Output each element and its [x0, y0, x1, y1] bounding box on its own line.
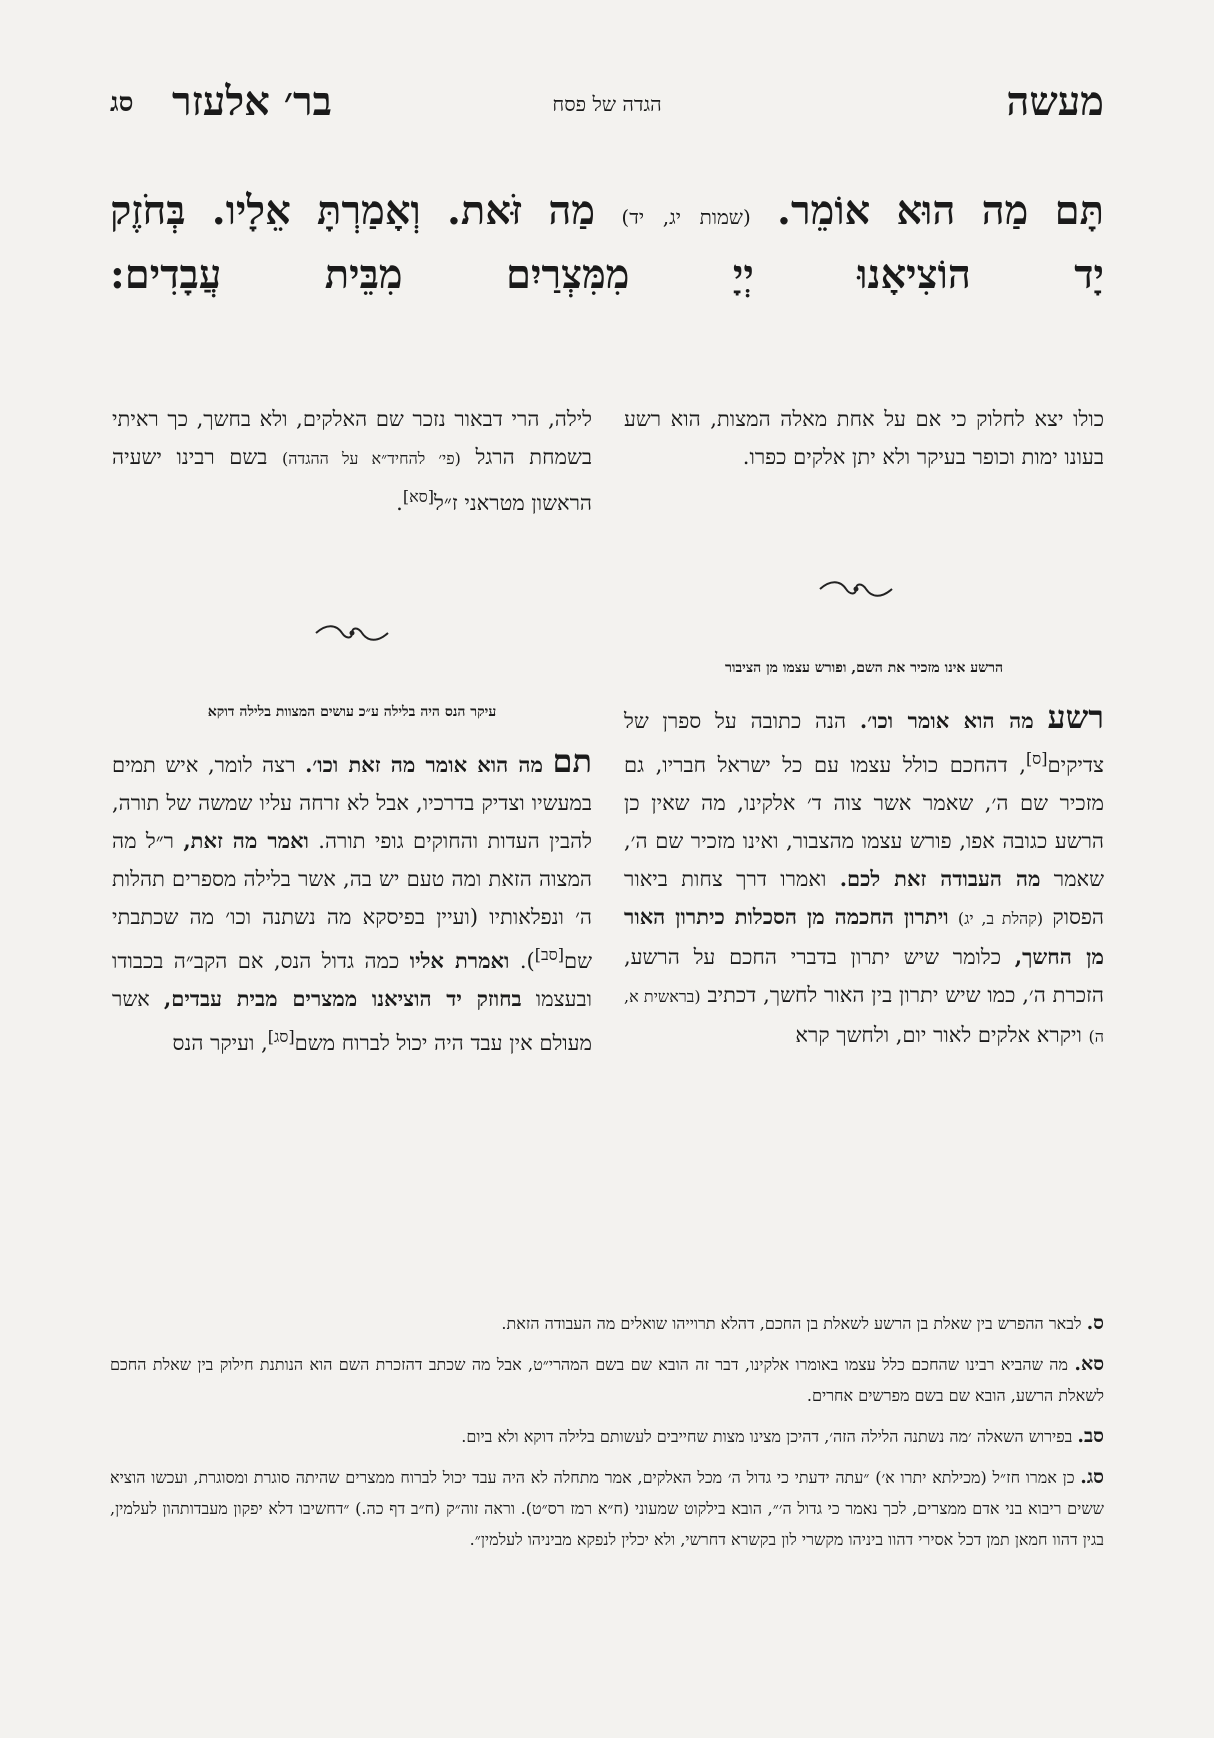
left-body-4: ר״ל מה המצוה הזאת ומה טעם יש בה, אשר בלילה מספרים תהלות ה׳ ונפלאותיו (ועיין בפיסקא מה נשתנה וכו׳ מה שכתבתי שם [112, 829, 592, 973]
right-body-7: ויתרון החכמה מן הסכלות כיתרון האור מן החשך, [624, 904, 1104, 969]
footnote-text: כן אמרו חז״ל (מכילתא יתרו א׳) ״עתה ידעתי כי גדול ה׳ מכל האלקים, אמר מתחלה לא היה עבד יכול לברוח ממצרים שהיתה סוגרת ומסוגרת, ועכשו הוציא ששים ריבוא בני אדם ממצרים, לכך נאמר כי גדול ה׳״, הובא בילקוט שמעוני (ח״א רמז רס״ט). וראה זוה״ק (ח״ב דף כה.) ״דחשיבו דלא יפקון מעבדותהון לעלמין, בגין דהוו חמאן תמן דכל אסירי דהוו ביניהו מקשרי לון בקשרא דחרשי, ולא יכלין לנפקא מביניהו לעלמין״. [110, 1468, 1104, 1549]
footnote-number: ס. [1086, 1312, 1104, 1334]
left-body-9: אשר מעולם אין עבד היה יכול לברוח משם [112, 987, 592, 1055]
ornament-divider [816, 578, 896, 600]
right-body-9: (בראשית א, ה) [624, 987, 1104, 1046]
footnote-number: סג. [1080, 1466, 1104, 1488]
pasuk-text [110, 182, 1104, 304]
right-lead-word: רשע [1047, 698, 1104, 736]
right-body-8: כלומר שיש יתרון בדברי החכם על הרשע, הזכרת ה׳, כמו שיש יתרון בין האור לחשך, דכתיב [624, 945, 1104, 1007]
footnote-ref-s[interactable]: [ס] [1025, 749, 1048, 768]
left-column-body [112, 742, 592, 1062]
left-top-text: לילה, הרי דבאור נזכר שם האלקים, ולא בחשך, כך ראיתי בשמחת הרגל (פי׳ להחיד״א על ההגדה) בשם רבינו ישעיה הראשון מטראני ז״ל[סא]. [112, 407, 592, 515]
left-lead-word: תם [552, 742, 592, 780]
left-top-1: לילה, הרי דבאור נזכר שם האלקים, ולא בחשך, כך ראיתי בשמחת הרגל [112, 407, 592, 469]
header-tractate: מעשה [1006, 78, 1104, 125]
header-section: בר׳ אלעזר [172, 78, 332, 125]
footnote-text: לבאר ההפרש בין שאלת בן הרשע לשאלת בן החכם, דהלא תרוייהו שואלים מה העבודה הזאת. [501, 1314, 1082, 1333]
left-top-src: (פי׳ להחיד״א על ההגדה) [282, 449, 461, 468]
pasuk-line-1-b: מַה זֹּאת. וְאָמַרְתָּ אֵלָיו. בְּחֹזֶק [110, 187, 596, 234]
running-header [110, 78, 1104, 138]
right-body-6: (קהלת ב, יג) [957, 909, 1044, 928]
left-body [112, 742, 592, 1062]
left-body-10: , ועיקר הנס [172, 1031, 268, 1055]
footnote-ref-sb[interactable]: [סב] [534, 945, 564, 964]
pasuk-line-2: יָד הוֹצִיאָנוּ יְיָ מִמִּצְרַיִם מִבֵּית עֲבָדִים: [110, 251, 1104, 298]
right-column-body [624, 698, 1104, 1056]
right-body-2: הנה כתובה על ספרן של צדיקים [624, 709, 1104, 777]
footnote [110, 1462, 1104, 1555]
right-body-10: ויקרא אלקים לאור יום, ולחשך קרא [795, 1023, 1082, 1047]
right-body [624, 698, 1104, 1056]
footnote-number: סב. [1077, 1425, 1104, 1447]
right-body-1: מה הוא אומר וכו׳. [859, 708, 1034, 733]
footnote-text: מה שהביא רבינו שהחכם כלל עצמו באומרו אלקינו, דבר זה הובא שם בשם המהרי״ט, אבל מה שכתב דהזכרת השם הוא הנותנת חילוק בין שאלת החכם לשאלת הרשע, הובא שם בשם מפרשים אחרים. [110, 1355, 1104, 1405]
left-body-5: ). [519, 949, 535, 973]
footnote [110, 1349, 1104, 1411]
right-top-text: כולו יצא לחלוק כי אם על אחת מאלה המצות, הוא רשע בעונו ימות וכופר בעיקר ולא יתן אלקים כפרו. [624, 407, 1104, 469]
footnote-ref-sg[interactable]: [סג] [267, 1027, 295, 1046]
left-body-1: מה הוא אומר מה זאת וכו׳. [305, 752, 543, 777]
left-body-6: ואמרת אליו [409, 948, 510, 973]
right-body-5: ואמרו דרך צחות ביאור הפסוק [624, 867, 1105, 929]
right-subheading: הרשע אינו מזכיר את השם, ופורש עצמו מן הציבור [724, 660, 1004, 676]
ornament-divider [312, 622, 392, 644]
left-top-2: בשם רבינו ישעיה הראשון מטראני ז״ל [112, 445, 592, 515]
footnote-text: בפירוש השאלה ׳מה נשתנה הלילה הזה׳, דהיכן מצינו מצות שחייבים לעשותם בלילה דוקא ולא ביום. [461, 1427, 1073, 1446]
pasuk-line-1 [110, 182, 1104, 246]
header-book-title: הגדה של פסח [552, 92, 662, 116]
footnote [110, 1421, 1104, 1452]
left-body-3: ואמר מה זאת, [183, 828, 309, 853]
right-body-4: מה העבודה זאת לכם. [839, 866, 1041, 891]
left-body-2: רצה לומר, איש תמים במעשיו וצדיק בדרכיו, אבל לא זרחה עליו שמשה של תורה, להבין העדות והחוקים גופי תורה. [112, 753, 592, 853]
footnote [110, 1308, 1104, 1339]
footnote-ref-sa[interactable]: [סא] [402, 487, 435, 506]
left-body-7: כמה גדול הנס, אם הקב״ה בכבודו ובעצמו [112, 949, 592, 1011]
pasuk-line-1-a: תָּם מַה הוּא אוֹמֵר. [777, 187, 1104, 234]
page-number: סג [110, 88, 134, 118]
left-body-8: בחוזק יד הוציאנו ממצרים מבית עבדים, [163, 986, 522, 1011]
footnotes [110, 1308, 1104, 1565]
right-column-top [624, 400, 1104, 476]
left-column-top [112, 400, 592, 522]
right-body-3: , דהחכם כולל עצמו עם כל ישראל חבריו, גם מזכיר שם ה׳, שאמר אשר צוה ד׳ אלקינו, מה שאין כן הרשע כגובה אפו, פורש עצמו מהצבור, ואינו מזכיר שם ה׳, שאמר [624, 753, 1104, 891]
pasuk-source: (שמות יג, יד) [621, 205, 751, 229]
left-subheading: עיקר הנס היה בלילה ע״כ עושים המצוות בלילה דוקא [207, 704, 497, 720]
footnote-number: סא. [1074, 1353, 1104, 1375]
